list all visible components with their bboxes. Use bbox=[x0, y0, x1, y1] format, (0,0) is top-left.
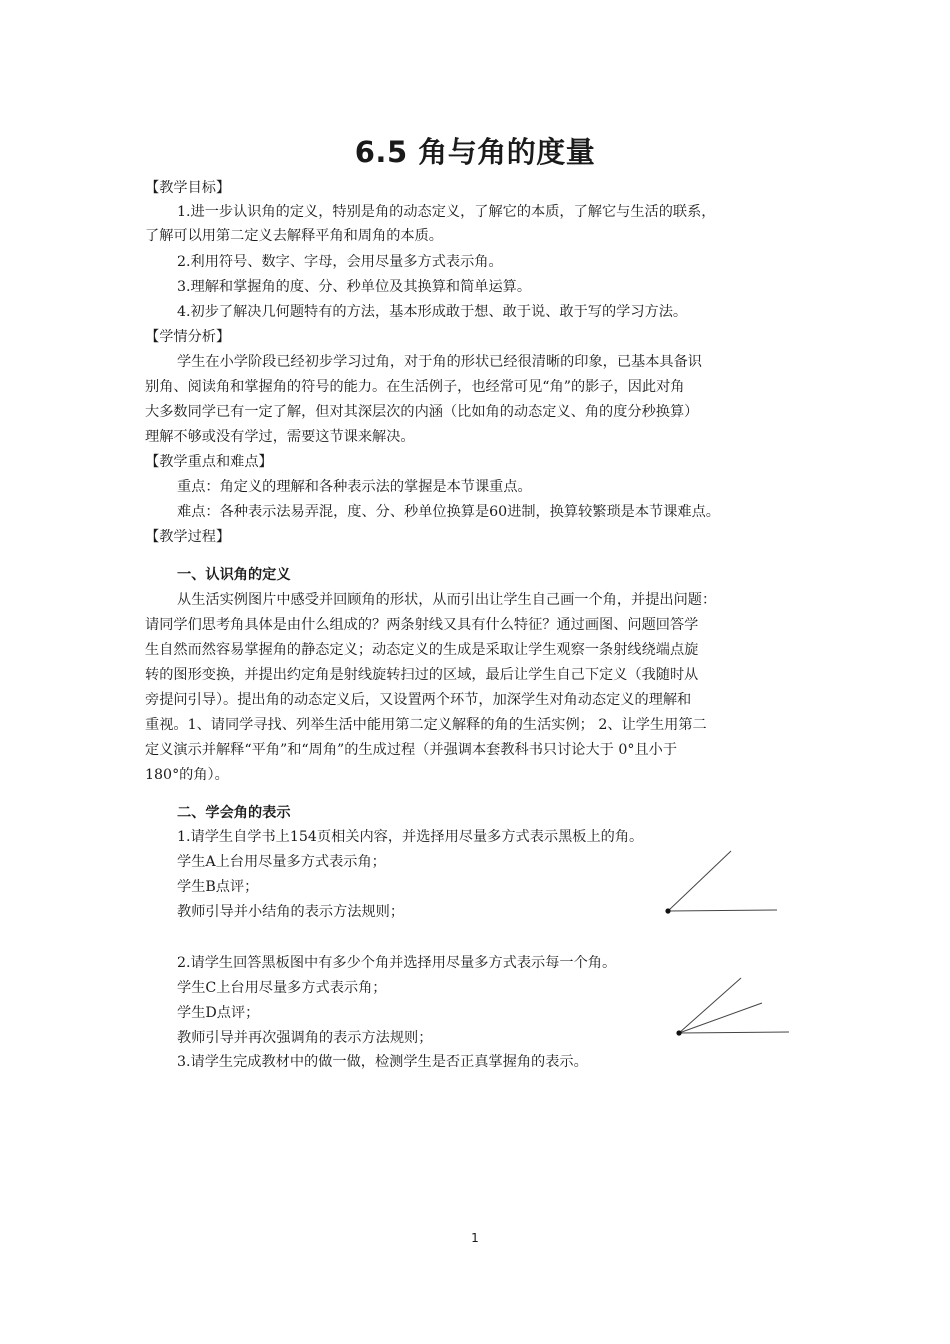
page-title: 6.5 角与角的度量 bbox=[354, 135, 596, 169]
analysis-line-3: 大多数同学已有一定了解，但对其深层次的内涵（比如角的动态定义、角的度分秒换算） bbox=[145, 404, 699, 420]
part2-q1-student-a: 学生A上台用尽量多方式表示角； bbox=[177, 854, 386, 870]
goal-1-line-1: 1.进一步认识角的定义，特别是角的动态定义，了解它的本质，了解它与生活的联系， bbox=[177, 204, 716, 220]
section-heading-analysis: 【学情分析】 bbox=[145, 329, 231, 345]
part2-q2-student-d: 学生D点评； bbox=[177, 1005, 260, 1021]
goal-2: 2.利用符号、数字、字母，会用尽量多方式表示角。 bbox=[177, 254, 503, 270]
part2-q1-student-b: 学生B点评； bbox=[177, 879, 259, 895]
part2-q2-teacher: 教师引导并再次强调角的表示方法规则； bbox=[177, 1030, 433, 1046]
part1-line-3: 生自然而然容易掌握角的静态定义；动态定义的生成是采取让学生观察一条射线绕端点旋 bbox=[145, 642, 699, 658]
ray-top bbox=[679, 978, 741, 1033]
angle-vertex bbox=[665, 908, 670, 913]
part2-question-3: 3.请学生完成教材中的做一做，检测学生是否正真掌握角的表示。 bbox=[177, 1054, 588, 1070]
analysis-line-4: 理解不够或没有学过，需要这节课来解决。 bbox=[145, 429, 415, 445]
angle-ray-upper bbox=[668, 851, 731, 911]
ray-middle bbox=[679, 1003, 762, 1033]
analysis-line-2: 别角、阅读角和掌握角的符号的能力。在生活例子，也经常可见“角”的影子，因此对角 bbox=[145, 379, 685, 395]
part1-line-1: 从生活实例图片中感受并回顾角的形状，从而引出让学生自己画一个角，并提出问题： bbox=[177, 592, 717, 608]
part1-line-8: 180°的角）。 bbox=[145, 767, 229, 783]
difficulty-text: 难点：各种表示法易弄混，度、分、秒单位换算是60进制，换算较繁琐是本节课难点。 bbox=[177, 504, 720, 520]
part2-question-2: 2.请学生回答黑板图中有多少个角并选择用尽量多方式表示每一个角。 bbox=[177, 955, 617, 971]
part2-heading: 二、学会角的表示 bbox=[177, 805, 291, 821]
part1-line-4: 转的图形变换，并提出约定角是射线旋转扫过的区域，最后让学生自己下定义（我随时从 bbox=[145, 667, 699, 683]
part2-q1-teacher: 教师引导并小结角的表示方法规则； bbox=[177, 904, 405, 920]
section-heading-process: 【教学过程】 bbox=[145, 529, 231, 545]
keypoint-text: 重点：角定义的理解和各种表示法的掌握是本节课重点。 bbox=[177, 479, 532, 495]
part1-heading: 一、认识角的定义 bbox=[177, 567, 291, 583]
angle-ray-horizontal bbox=[668, 910, 777, 911]
section-heading-keypoints: 【教学重点和难点】 bbox=[145, 454, 273, 470]
goal-4: 4.初步了解决几何题特有的方法，基本形成敢于想、敢于说、敢于写的学习方法。 bbox=[177, 304, 688, 320]
goal-3: 3.理解和掌握角的度、分、秒单位及其换算和简单运算。 bbox=[177, 279, 532, 295]
ray-bottom bbox=[679, 1032, 789, 1033]
section-heading-goals: 【教学目标】 bbox=[145, 180, 231, 196]
part1-line-5: 旁提问引导）。提出角的动态定义后，又设置两个环节，加深学生对角动态定义的理解和 bbox=[145, 692, 692, 708]
part2-q2-student-c: 学生C上台用尽量多方式表示角； bbox=[177, 980, 387, 996]
page-number: 1 bbox=[471, 1231, 479, 1245]
part1-line-6: 重视。1、请同学寻找、列举生活中能用第二定义解释的角的生活实例； 2、让学生用第二 bbox=[145, 717, 707, 733]
part1-line-7: 定义演示并解释“平角”和“周角”的生成过程（并强调本套教科书只讨论大于 0°且小于 bbox=[145, 742, 678, 758]
analysis-line-1: 学生在小学阶段已经初步学习过角，对于角的形状已经很清晰的印象，已基本具备识 bbox=[177, 354, 702, 370]
goal-1-line-2: 了解可以用第二定义去解释平角和周角的本质。 bbox=[145, 228, 443, 244]
rays-vertex bbox=[676, 1030, 681, 1035]
part1-line-2: 请同学们思考角具体是由什么组成的？两条射线又具有什么特征？通过画图、问题回答学 bbox=[145, 617, 699, 633]
part2-question-1: 1.请学生自学书上154页相关内容，并选择用尽量多方式表示黑板上的角。 bbox=[177, 829, 644, 845]
three-ray-angle-diagram bbox=[676, 978, 789, 1036]
single-angle-diagram bbox=[665, 851, 777, 914]
